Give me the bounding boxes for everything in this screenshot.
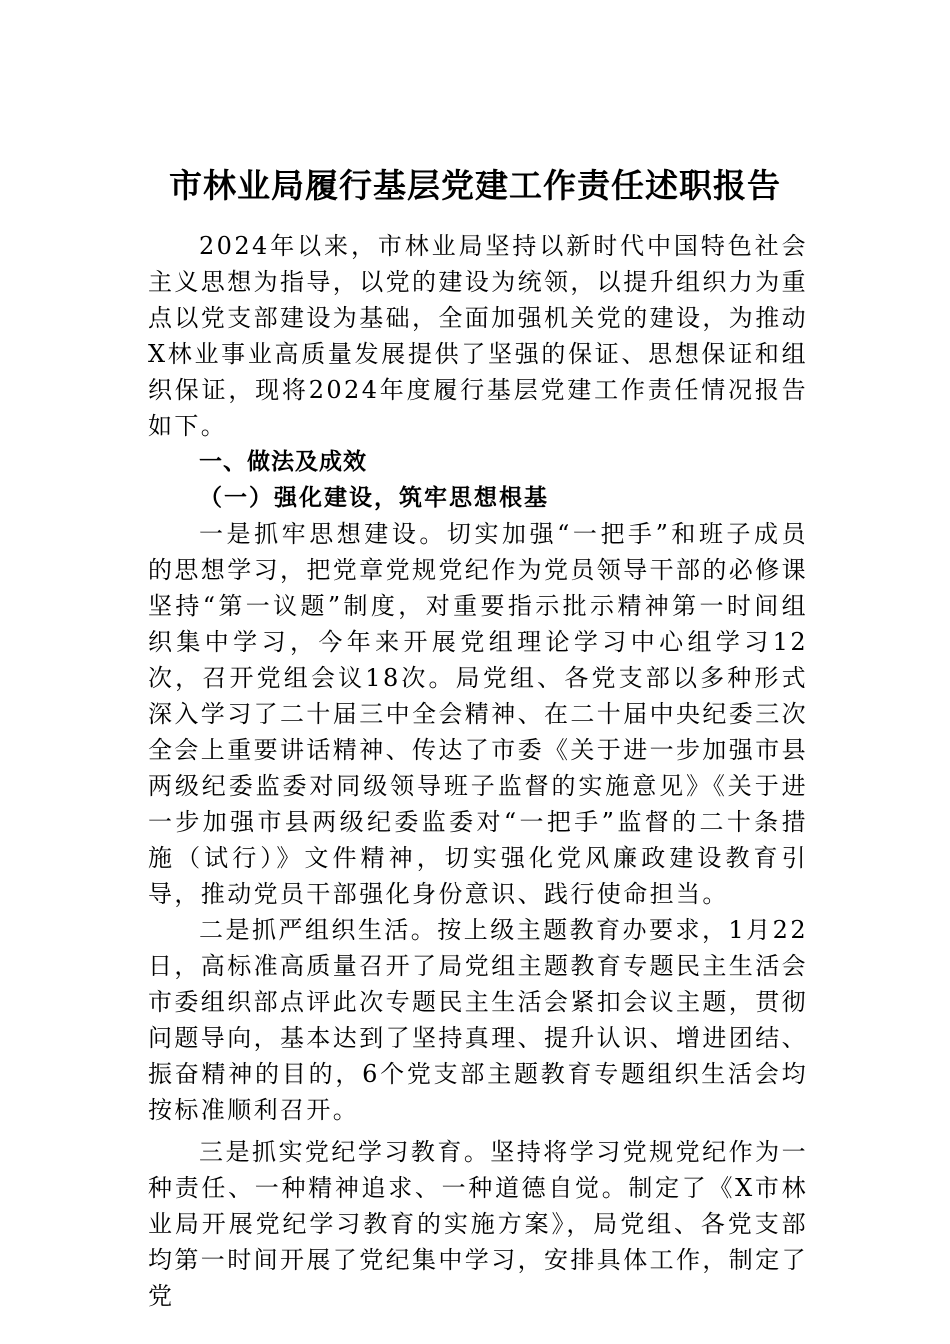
subsection-heading: （一）强化建设，筑牢思想根基 (199, 484, 549, 511)
document-body (148, 228, 808, 1314)
paragraph-organization-life: 二是抓严组织生活。按上级主题教育办要求，1月22日，高标准高质量召开了局党组主题教育专题民主生活会市委组织部点评此次专题民主生活会紧扣会议主题，贯彻问题导向，基本达到了坚持真理、提升认识、增进团结、振奋精神的目的，6个党支部主题教育专题组织生活会均按标准顺利召开。 (148, 916, 808, 1124)
paragraph-discipline-education: 三是抓实党纪学习教育。坚持将学习党规党纪作为一种责任、一种精神追求、一种道德自觉。制定了《X市林业局开展党纪学习教育的实施方案》，局党组、各党支部均第一时间开展了党纪集中学习，安排具体工作，制定了党 (148, 1138, 808, 1310)
intro-paragraph: 2024年以来，市林业局坚持以新时代中国特色社会主义思想为指导，以党的建设为统领，以提升组织力为重点以党支部建设为基础，全面加强机关党的建设，为推动X林业事业高质量发展提供了坚强的保证、思想保证和组织保证，现将2024年度履行基层党建工作责任情况报告如下。 (148, 232, 808, 440)
paragraph-thought-building: 一是抓牢思想建设。切实加强“一把手”和班子成员的思想学习，把党章党规党纪作为党员领导干部的必修课坚持“第一议题”制度，对重要指示批示精神第一时间组织集中学习，今年来开展党组理论学习中心组学习12次，召开党组会议18次。局党组、各党支部以多种形式深入学习了二十届三中全会精神、在二十届中央纪委三次全会上重要讲话精神、传达了市委《关于进一步加强市县两级纪委监委对同级领导班子监督的实施意见》《关于进一步加强市县两级纪委监委对“一把手”监督的二十条措施（试行）》文件精神，切实强化党风廉政建设教育引导，推动党员干部强化身份意识、践行使命担当。 (148, 520, 808, 908)
document-title: 市林业局履行基层党建工作责任述职报告 (169, 166, 781, 205)
section-heading: 一、做法及成效 (199, 449, 367, 475)
